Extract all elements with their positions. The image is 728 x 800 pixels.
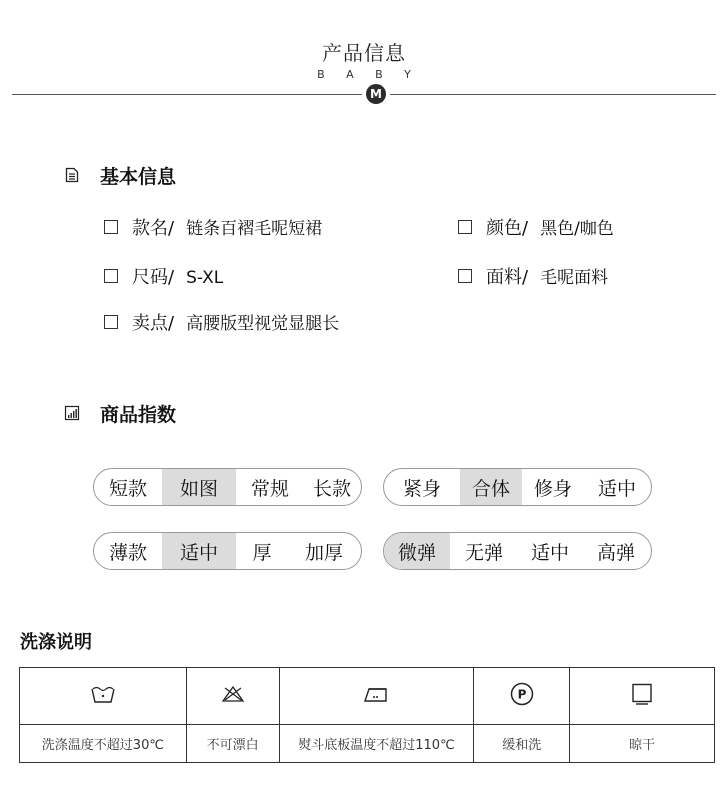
index-option: 短款 bbox=[108, 477, 147, 500]
index-option-selected: 合体 bbox=[460, 469, 522, 505]
index-option: 高弹 bbox=[596, 541, 635, 564]
info-item-fabric bbox=[458, 263, 608, 289]
index-option-selected: 微弹 bbox=[384, 533, 450, 569]
washing-label: 晾干 bbox=[570, 725, 715, 763]
no-bleach-icon bbox=[220, 683, 246, 705]
document-icon bbox=[64, 167, 80, 183]
page-title: 产品信息 bbox=[322, 41, 406, 65]
washing-labels-row bbox=[20, 725, 715, 763]
info-value: 黑色/咖色 bbox=[540, 219, 614, 239]
index-option: 适中 bbox=[597, 477, 636, 500]
washing-cell bbox=[279, 668, 474, 725]
washing-label: 熨斗底板温度不超过110℃ bbox=[279, 725, 474, 763]
washing-title: 洗涤说明 bbox=[20, 632, 92, 653]
index-option: 修身 bbox=[533, 477, 572, 500]
info-label: 面料/ bbox=[486, 267, 529, 288]
info-label: 尺码/ bbox=[132, 267, 175, 288]
index-option: 薄款 bbox=[108, 541, 147, 564]
info-value: 毛呢面料 bbox=[540, 268, 609, 288]
info-item-size bbox=[104, 263, 223, 289]
index-group-thickness bbox=[93, 532, 362, 570]
checkbox-icon bbox=[104, 220, 118, 234]
signal-bars-icon bbox=[64, 405, 80, 421]
page-subtitle: B A B Y bbox=[317, 68, 420, 81]
header-divider bbox=[12, 94, 716, 95]
info-label: 款名/ bbox=[132, 218, 175, 239]
info-label: 颜色/ bbox=[486, 218, 529, 239]
washing-label: 洗涤温度不超过30℃ bbox=[20, 725, 187, 763]
index-option: 紧身 bbox=[402, 477, 441, 500]
index-option: 加厚 bbox=[304, 541, 343, 564]
iron-icon bbox=[361, 683, 391, 705]
index-group-fit bbox=[383, 468, 652, 506]
info-item-selling-point bbox=[104, 309, 339, 335]
hand-wash-icon bbox=[89, 683, 117, 705]
index-option-selected: 适中 bbox=[162, 533, 236, 569]
washing-label: 缓和洗 bbox=[474, 725, 570, 763]
washing-label: 不可漂白 bbox=[186, 725, 279, 763]
index-option: 长款 bbox=[312, 477, 351, 500]
info-item-color bbox=[458, 214, 614, 240]
index-option: 厚 bbox=[252, 541, 272, 564]
info-item-name bbox=[104, 214, 322, 240]
info-value: 链条百褶毛呢短裙 bbox=[186, 219, 323, 239]
index-option: 适中 bbox=[530, 541, 569, 564]
index-option-selected: 如图 bbox=[162, 469, 236, 505]
info-value: 高腰版型视觉显腿长 bbox=[186, 314, 340, 334]
washing-cell bbox=[570, 668, 715, 725]
dry-clean-p-icon bbox=[509, 681, 535, 707]
washing-icons-row bbox=[20, 668, 715, 725]
checkbox-icon bbox=[458, 220, 472, 234]
checkbox-icon bbox=[104, 269, 118, 283]
basic-info-title: 基本信息 bbox=[100, 166, 177, 188]
washing-cell bbox=[186, 668, 279, 725]
dry-clean-letter: P bbox=[517, 687, 527, 702]
product-index-title: 商品指数 bbox=[100, 404, 177, 426]
index-option: 常规 bbox=[250, 477, 289, 500]
info-value: S-XL bbox=[186, 268, 224, 288]
washing-cell bbox=[474, 668, 570, 725]
info-label: 卖点/ bbox=[132, 313, 175, 334]
washing-table bbox=[19, 667, 715, 763]
index-option: 无弹 bbox=[464, 541, 503, 564]
washing-cell bbox=[20, 668, 187, 725]
checkbox-icon bbox=[458, 269, 472, 283]
checkbox-icon bbox=[104, 315, 118, 329]
index-group-elasticity bbox=[383, 532, 652, 570]
line-dry-icon bbox=[630, 682, 654, 706]
m-badge: M bbox=[366, 84, 386, 104]
index-group-length bbox=[93, 468, 362, 506]
